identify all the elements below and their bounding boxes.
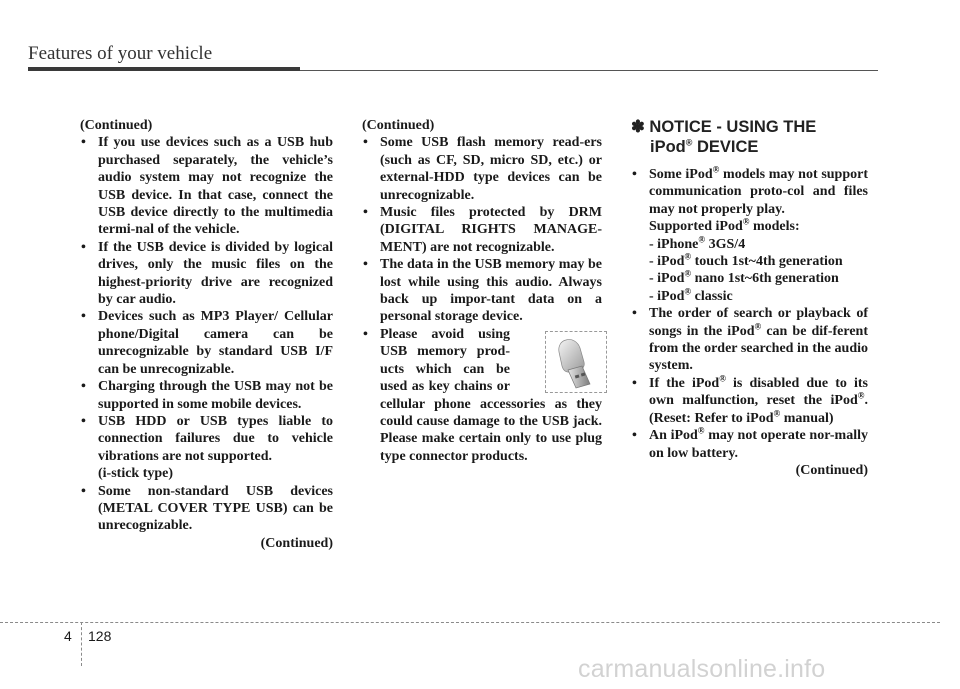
text-run: . (Reset: Refer to iPod xyxy=(649,393,868,426)
registered-mark: ® xyxy=(697,425,705,436)
watermark: carmanualsonline.info xyxy=(578,655,826,683)
registered-mark: ® xyxy=(684,268,692,279)
list-item: • USB HDD or USB types liable to connection failures due to vehicle vibrations are not supported. xyxy=(80,413,333,465)
list-item: • The data in the USB memory may be lost while using this audio. Always back up impor-tant data on a personal storage device. xyxy=(362,256,602,326)
notice-heading-device: DEVICE xyxy=(692,138,759,156)
registered-mark: ® xyxy=(698,233,706,244)
list-item: • Charging through the USB may not be supported in some mobile devices. xyxy=(80,378,333,413)
text-run: can be dif-ferent from the order searched in the audio system. xyxy=(649,323,869,374)
text-run: - iPod xyxy=(649,271,685,287)
registered-mark: ® xyxy=(685,137,693,148)
notice-heading-line2 xyxy=(631,137,868,157)
text-run: manual) xyxy=(780,410,834,426)
text-run: An iPod xyxy=(649,428,698,444)
header-rule-thick xyxy=(28,67,300,71)
list-item xyxy=(631,427,868,462)
registered-mark: ® xyxy=(719,373,726,384)
text-run: classic xyxy=(691,288,733,304)
text-run: 3GS/4 xyxy=(705,236,746,252)
footer-separator xyxy=(81,622,82,666)
notice-heading-ipod: iPod xyxy=(650,138,686,156)
list-item-line: used as key chains or xyxy=(380,379,510,395)
list-item xyxy=(631,305,868,375)
list-item: • If the USB device is divided by logical drives, only the music files on the highest-priority drive are recognized by car audio. xyxy=(80,239,333,309)
list-item-note: (i-stick type) xyxy=(98,466,174,482)
list-item xyxy=(631,166,868,218)
registered-mark: ® xyxy=(857,390,865,401)
list-item: • Some non-standard USB devices (METAL COVER TYPE USB) can be unrecognizable. xyxy=(80,483,333,535)
column-1 xyxy=(80,117,333,552)
list-item: • If you use devices such as a USB hub purchased separately, the vehicle’s audio system may not recognize the USB device. In that case, connect the USB device directly to the multimedia termi-nal of the vehicle. xyxy=(80,134,333,238)
text-run: - iPod xyxy=(649,254,685,270)
model-item xyxy=(631,270,868,287)
list-item-line: ucts which can be xyxy=(380,361,510,377)
column-3 xyxy=(631,117,868,479)
text-run: models: xyxy=(749,219,800,235)
model-item xyxy=(631,253,868,270)
list-item-line: USB memory prod- xyxy=(380,344,510,360)
registered-mark: ® xyxy=(773,408,781,419)
model-item xyxy=(631,288,868,305)
registered-mark: ® xyxy=(712,164,720,175)
registered-mark: ® xyxy=(684,251,692,262)
text-run: models may not support communication proto-col and files may not properly play. xyxy=(649,167,868,217)
text-run: may not operate nor-mally on low battery. xyxy=(649,428,868,461)
chapter-number: 4 xyxy=(64,628,72,644)
text-run: Supported iPod xyxy=(649,219,743,235)
notice-heading-line1: NOTICE - USING THE xyxy=(649,118,817,136)
text-run: - iPhone xyxy=(649,236,699,252)
registered-mark: ® xyxy=(754,321,762,331)
list-item-text: cellular phone accessories as they could cause damage to the USB jack. Please make certain only to use plug type connector products. xyxy=(380,396,602,464)
list-item: • Some USB flash memory read-ers (such as CF, SD, micro SD, etc.) or external-HDD type devices can be unrecognizable. xyxy=(362,134,602,204)
continued-label: (Continued) xyxy=(80,118,153,133)
text-run: is disabled due to its own malfunction, reset the iPod xyxy=(649,375,869,409)
text-run: If the iPod xyxy=(649,375,720,391)
registered-mark: ® xyxy=(684,286,692,297)
continued-label: (Continued) xyxy=(260,535,333,551)
continued-label: (Continued) xyxy=(795,462,868,478)
text-run: Some iPod xyxy=(649,167,713,182)
column-2 xyxy=(362,117,602,465)
text-run: nano 1st~6th generation xyxy=(691,271,839,287)
list-item: • Devices such as MP3 Player/ Cellular phone/Digital camera can be unrecognizable by standard USB I/F can be unrecognizable. xyxy=(80,308,333,378)
registered-mark: ® xyxy=(742,216,750,227)
page-section-title: Features of your vehicle xyxy=(28,43,213,64)
notice-heading xyxy=(631,117,868,157)
header-rule-thin xyxy=(300,70,878,71)
text-run: touch 1st~4th generation xyxy=(691,254,843,270)
page-number: 128 xyxy=(88,628,112,644)
model-item xyxy=(631,233,868,253)
usb-memory-stick-image xyxy=(545,331,607,393)
footer-rule xyxy=(0,622,940,623)
supported-models-label xyxy=(631,218,868,235)
list-item-line: • Please avoid using xyxy=(380,326,510,342)
text-run: - iPod xyxy=(649,288,685,304)
notice-star-icon: ✽ xyxy=(631,118,645,136)
list-item xyxy=(631,375,868,427)
continued-label: (Continued) xyxy=(362,118,435,133)
text-run: The order of search or playback of songs in the iPod xyxy=(649,306,868,339)
list-item: • Music files protected by DRM (DIGITAL RIGHTS MANAGE-MENT) are not recognizable. xyxy=(362,204,602,256)
